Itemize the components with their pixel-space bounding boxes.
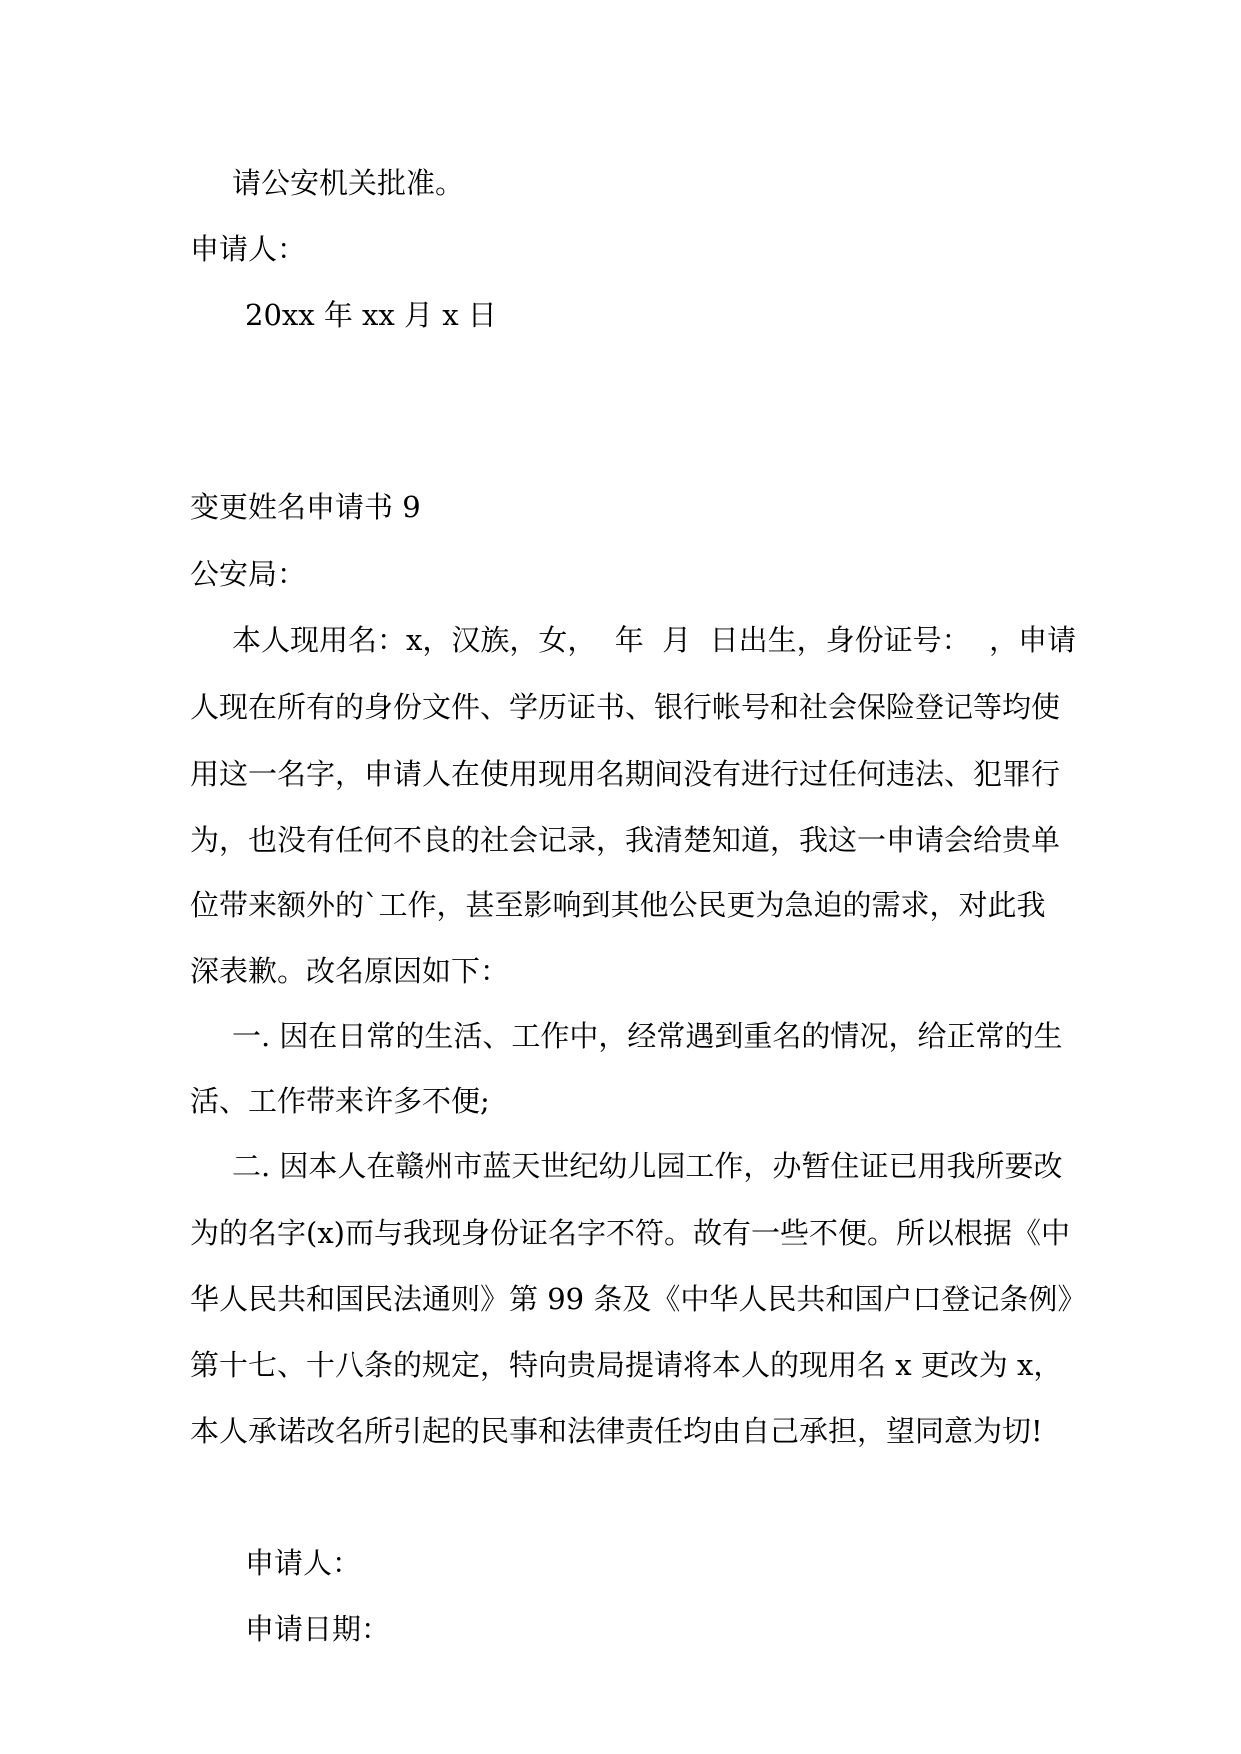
signature-applicant-label: 申请人： bbox=[245, 1546, 362, 1580]
reason-one-line: 活、工作带来许多不便; bbox=[190, 1084, 490, 1118]
reason-two-line: 第十七、十八条的规定，特向贵局提请将本人的现用名 x 更改为 x， bbox=[190, 1348, 1063, 1382]
body-line: 深表歉。改名原因如下： bbox=[190, 954, 510, 988]
body-line: 人现在所有的身份文件、学历证书、银行帐号和社会保险登记等均使 bbox=[190, 690, 1061, 724]
reason-two-line: 本人承诺改名所引起的民事和法律责任均由自己承担，望同意为切! bbox=[190, 1414, 1043, 1448]
approval-request-line: 请公安机关批准。 bbox=[232, 166, 465, 200]
reason-two-line: 二. 因本人在赣州市蓝天世纪幼儿园工作，办暂住证已用我所要改 bbox=[232, 1149, 1063, 1183]
salutation: 公安局： bbox=[190, 557, 307, 591]
applicant-label: 申请人： bbox=[190, 232, 307, 266]
date-line: 20xx 年 xx 月 x 日 bbox=[245, 298, 497, 332]
body-line: 本人现用名：x，汉族，女， 年 月 日出生，身份证号： ，申请 bbox=[232, 623, 1077, 657]
signature-date-label: 申请日期： bbox=[245, 1612, 391, 1646]
reason-one-line: 一. 因在日常的生活、工作中，经常遇到重名的情况，给正常的生 bbox=[232, 1019, 1063, 1053]
body-line: 位带来额外的`工作，甚至影响到其他公民更为急迫的需求，对此我 bbox=[190, 888, 1046, 922]
body-line: 用这一名字，申请人在使用现用名期间没有进行过任何违法、犯罪行 bbox=[190, 757, 1061, 791]
document-title: 变更姓名申请书 9 bbox=[190, 490, 421, 524]
body-line: 为，也没有任何不良的社会记录，我清楚知道，我这一申请会给贵单 bbox=[190, 823, 1061, 857]
reason-two-line: 华人民共和国民法通则》第 99 条及《中华人民共和国户口登记条例》 bbox=[190, 1282, 1087, 1316]
reason-two-line: 为的名字(x)而与我现身份证名字不符。故有一些不便。所以根据《中 bbox=[190, 1216, 1070, 1250]
